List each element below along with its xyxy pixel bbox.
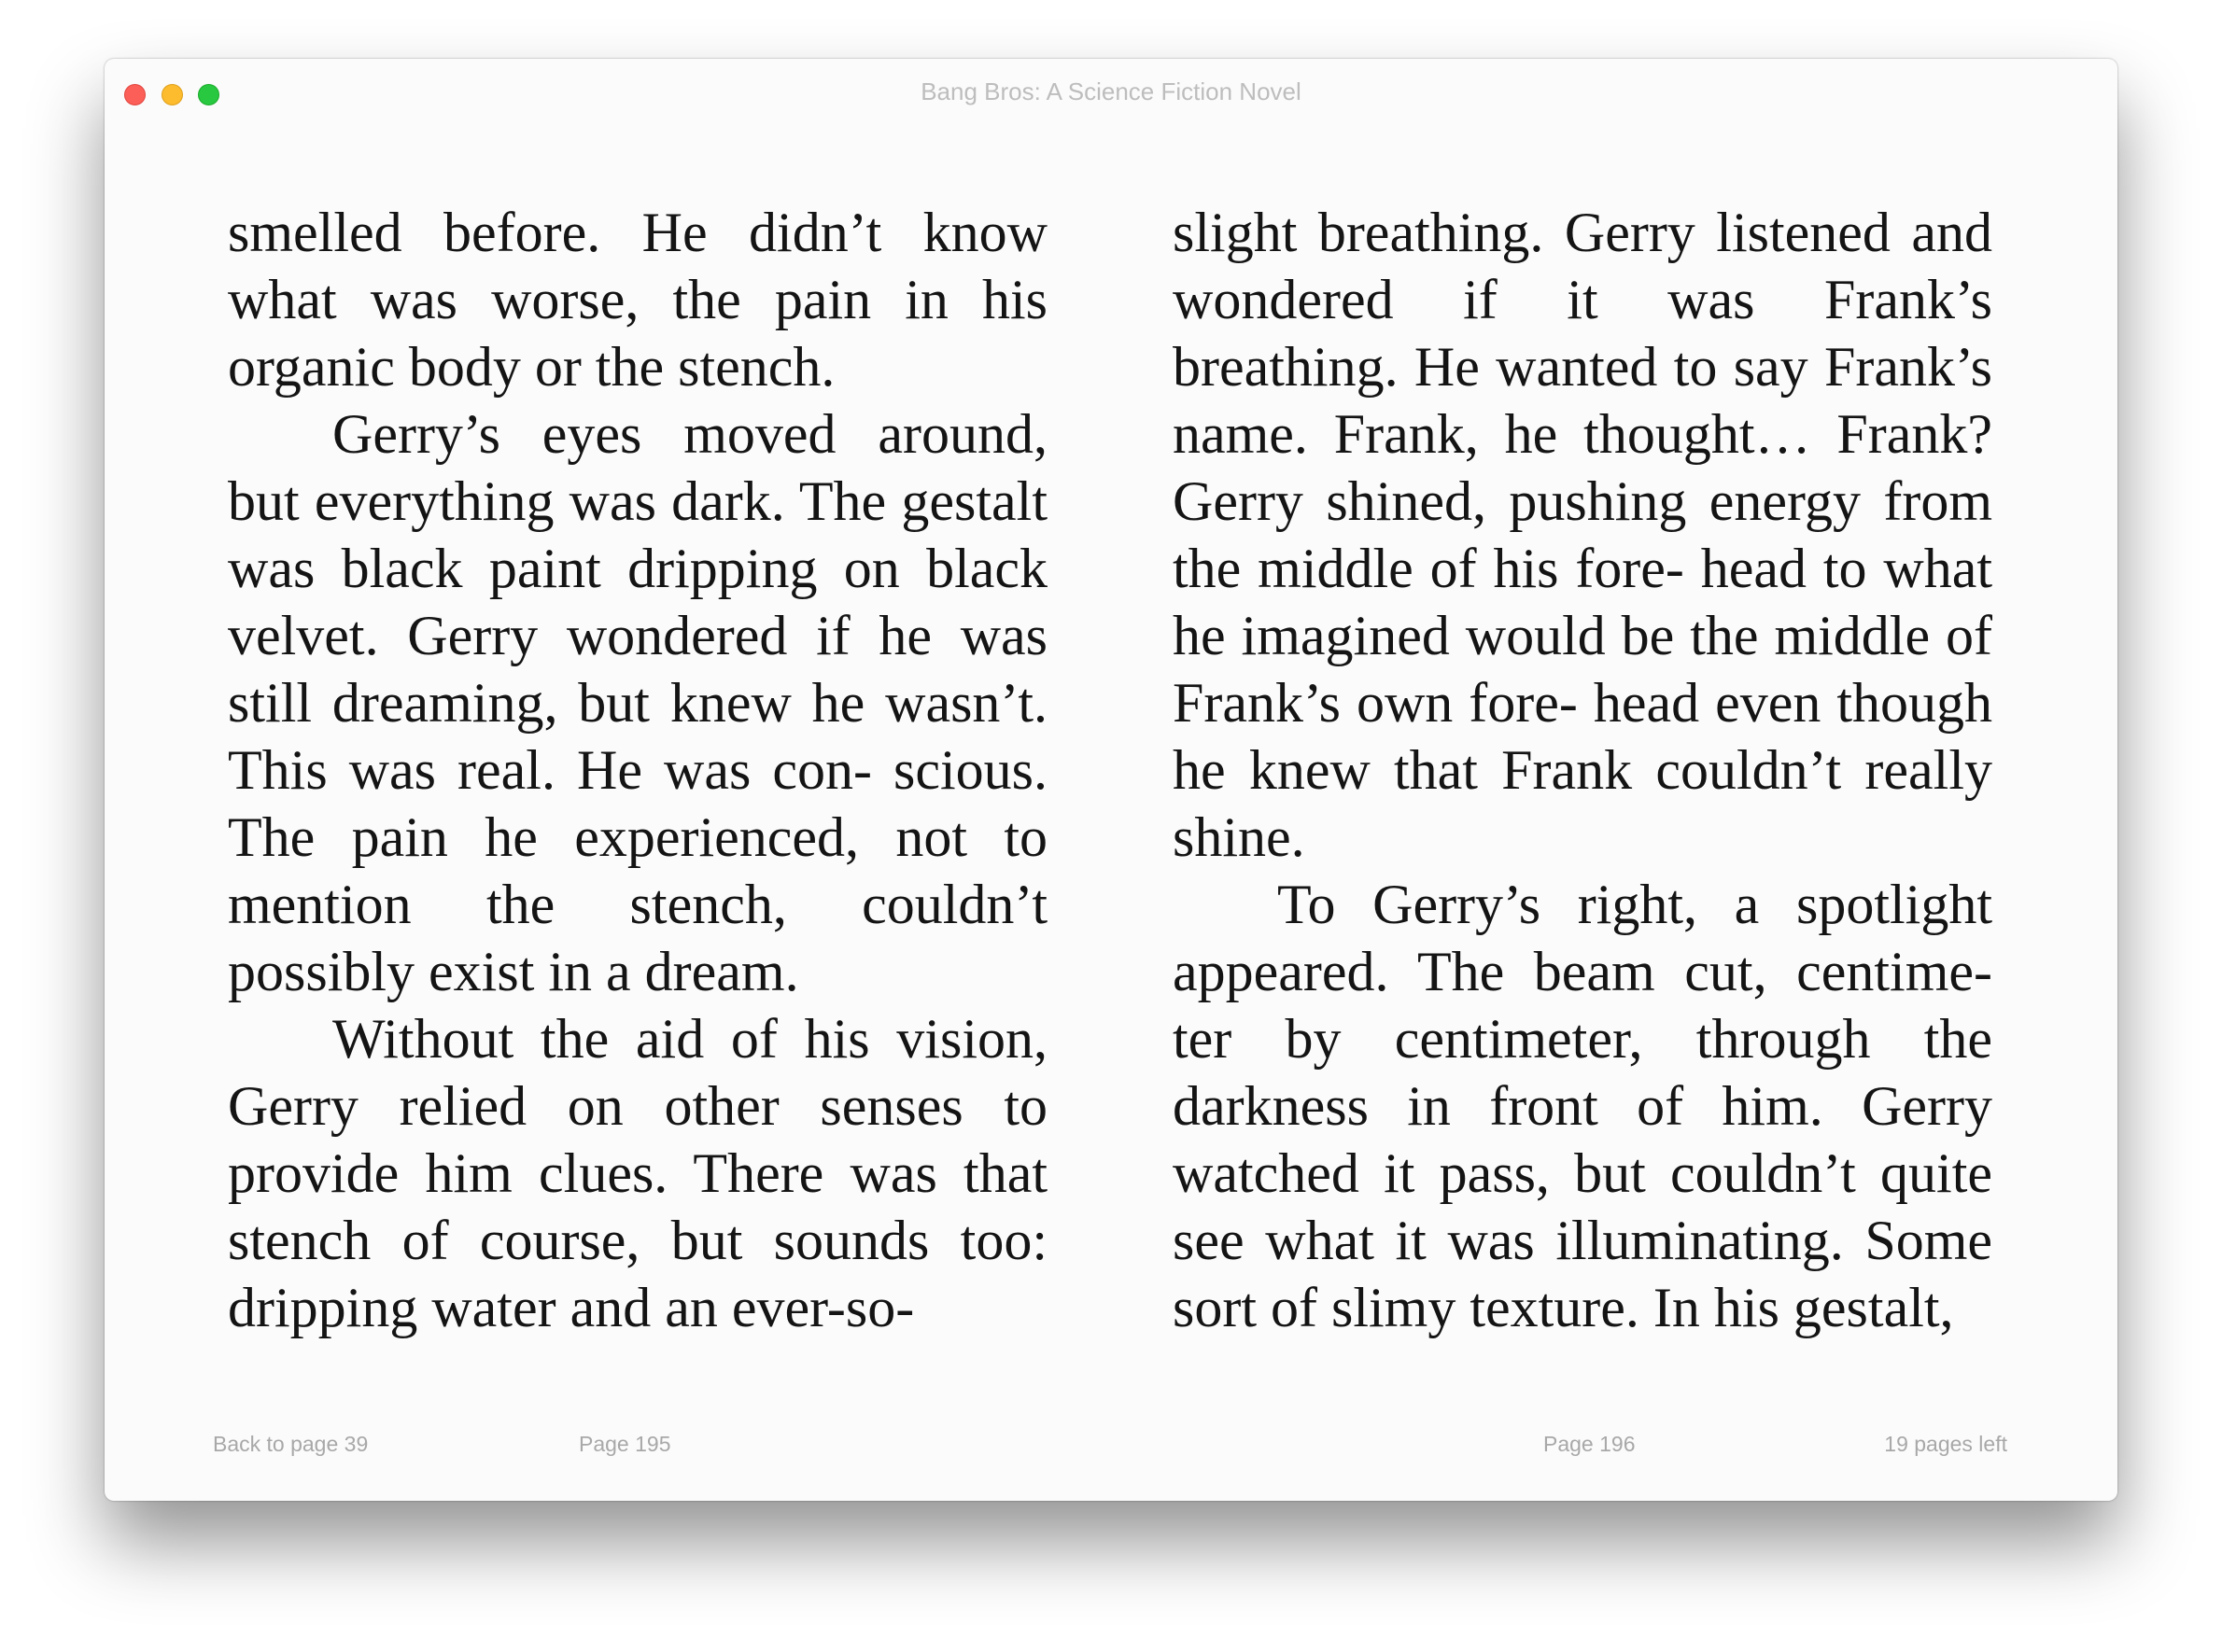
window-title: Bang Bros: A Science Fiction Novel bbox=[921, 77, 1301, 105]
title-bar[interactable] bbox=[105, 59, 2117, 130]
back-to-page-link[interactable]: Back to page 39 bbox=[213, 1432, 369, 1456]
paragraph: slight breathing. Gerry listened and wondered if it was Frank’s breathing. He wanted to say Frank’s name. Frank, he thought… Frank? Gerry shined, pushing energy from the middle of his fore- head to what he imagined would be the middle of Frank’s own fore- head even though he knew that Frank couldn’t really shine. bbox=[1173, 202, 1992, 868]
paragraph: To Gerry’s right, a spotlight appeared. The beam cut, centime- ter by centimeter, through the darkness in front of him. Gerry watched it pass, but couldn’t quite see what it was illuminating. Some sort of slimy texture. In his gestalt, bbox=[1173, 874, 1992, 1338]
book-reader-window bbox=[105, 59, 2117, 1501]
left-page-number: Page 195 bbox=[579, 1432, 671, 1456]
paragraph: smelled before. He didn’t know what was worse, the pain in his organic body or the stench. bbox=[228, 202, 1048, 398]
paragraph: Without the aid of his vision, Gerry relied on other senses to provide him clues. There was that stench of course, but sounds too: dripping water and an ever-so- bbox=[228, 1008, 1048, 1338]
right-page-number: Page 196 bbox=[1543, 1432, 1636, 1456]
left-page-text bbox=[228, 199, 1048, 1341]
right-page-text bbox=[1173, 199, 1992, 1341]
paragraph: Gerry’s eyes moved around, but everything was dark. The gestalt was black paint dripping on black velvet. Gerry wondered if he was still dreaming, but knew he wasn’t. This was real. He was con- scious. The pain he experienced, not to mention the stench, couldn’t possibly exist in a dream. bbox=[228, 403, 1048, 1002]
pages-left-indicator: 19 pages left bbox=[1884, 1432, 2007, 1456]
